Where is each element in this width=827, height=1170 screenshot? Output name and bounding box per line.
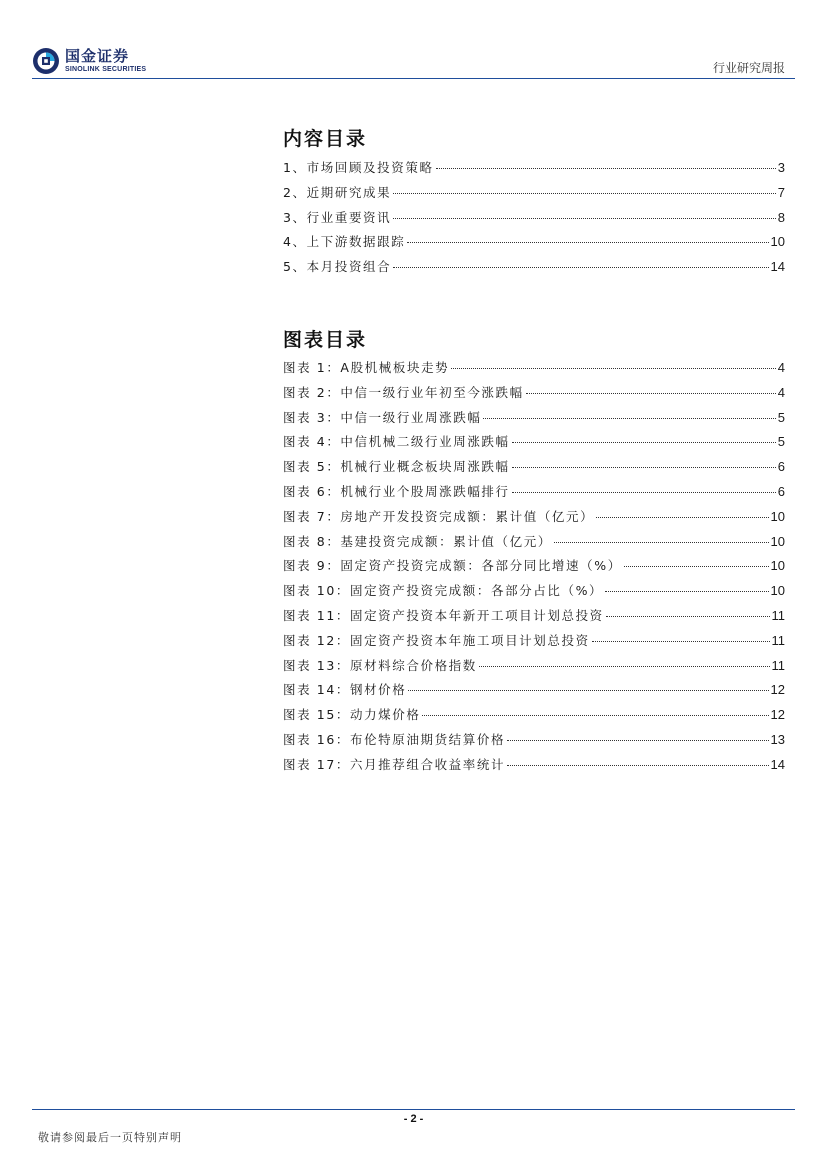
logo-chinese-name: 国金证券: [65, 47, 130, 65]
figure-entry-page: 5: [777, 434, 785, 450]
figure-entry-label: 图表 16：布伦特原油期货结算价格: [283, 731, 506, 747]
leader-dots: [407, 242, 768, 243]
figure-entry-label: 图表 4：中信机械二级行业周涨跌幅: [283, 434, 510, 450]
figure-entry-page: 4: [777, 360, 785, 375]
figure-entry-page: 10: [770, 558, 785, 574]
toc-entry-page: 14: [770, 259, 785, 275]
figure-entry-page: 10: [770, 508, 785, 524]
leader-dots: [526, 393, 776, 394]
figure-entry[interactable]: [283, 356, 785, 381]
leader-dots: [451, 368, 775, 369]
figure-entry-label: 图表 8：基建投资完成额：累计值（亿元）: [283, 533, 552, 549]
figure-entry-label: 图表 9：固定资产投资完成额：各部分同比增速（%）: [283, 558, 622, 574]
toc-entry-page: 10: [770, 234, 785, 250]
figure-entry[interactable]: [283, 703, 785, 728]
figure-entry[interactable]: [283, 530, 785, 555]
leader-dots: [606, 616, 770, 617]
company-logo: [32, 47, 150, 77]
leader-dots: [436, 168, 776, 169]
figure-entry-label: 图表 7：房地产开发投资完成额：累计值（亿元）: [283, 508, 595, 524]
figure-entry-page: 6: [777, 459, 785, 475]
leader-dots: [479, 666, 770, 667]
leader-dots: [512, 467, 776, 468]
toc-entry[interactable]: [283, 181, 785, 206]
figures-list: [283, 356, 785, 778]
leader-dots: [408, 690, 768, 691]
disclaimer-note: 敬请参阅最后一页特别声明: [38, 1131, 182, 1144]
figure-entry-page: 4: [777, 384, 785, 400]
leader-dots: [512, 442, 776, 443]
figure-entry-page: 14: [770, 756, 785, 772]
figure-entry[interactable]: [283, 554, 785, 579]
figure-entry[interactable]: [283, 505, 785, 530]
figure-entry[interactable]: [283, 406, 785, 431]
figure-entry[interactable]: [283, 654, 785, 679]
figure-entry-label: 图表 11：固定资产投资本年新开工项目计划总投资: [283, 607, 604, 623]
leader-dots: [624, 566, 769, 567]
toc-entry[interactable]: [283, 156, 785, 181]
toc-entry-label: 2、近期研究成果: [283, 184, 392, 200]
figure-entry-page: 12: [770, 682, 785, 698]
toc-entry-page: 8: [777, 209, 785, 225]
figure-entry-page: 10: [770, 533, 785, 549]
toc-entry[interactable]: [283, 255, 785, 280]
figure-entry-page: 11: [771, 632, 785, 648]
leader-dots: [393, 267, 768, 268]
toc-entry-page: 3: [777, 160, 785, 175]
figure-entry-label: 图表 5：机械行业概念板块周涨跌幅: [283, 459, 510, 475]
figure-entry[interactable]: [283, 430, 785, 455]
contents-title: 内容目录: [283, 128, 368, 150]
toc-entry-label: 1、市场回顾及投资策略: [283, 160, 434, 175]
report-type: 行业研究周报: [712, 61, 785, 75]
figure-entry[interactable]: [283, 579, 785, 604]
leader-dots: [422, 715, 768, 716]
figure-entry-label: 图表 12：固定资产投资本年施工项目计划总投资: [283, 632, 590, 648]
figure-entry-page: 11: [771, 657, 785, 673]
toc-entry[interactable]: [283, 206, 785, 231]
toc-entry-label: 3、行业重要资讯: [283, 209, 392, 225]
figures-section: [283, 327, 785, 778]
sinolink-logo-icon: [32, 47, 60, 75]
figure-entry[interactable]: [283, 381, 785, 406]
leader-dots: [554, 542, 769, 543]
leader-dots: [507, 765, 768, 766]
leader-dots: [393, 218, 776, 219]
leader-dots: [512, 492, 776, 493]
figure-entry[interactable]: [283, 728, 785, 753]
figure-entry-page: 5: [777, 409, 785, 425]
contents-section: [283, 126, 785, 280]
figure-entry-label: 图表 1：A股机械板块走势: [283, 360, 450, 375]
figure-entry-page: 10: [770, 583, 785, 599]
figure-entry[interactable]: [283, 455, 785, 480]
leader-dots: [483, 418, 775, 419]
figure-entry[interactable]: [283, 678, 785, 703]
figure-entry-label: 图表 2：中信一级行业年初至今涨跌幅: [283, 384, 524, 400]
figure-entry-label: 图表 14：钢材价格: [283, 682, 407, 698]
figure-entry-label: 图表 17：六月推荐组合收益率统计: [283, 756, 506, 772]
figure-entry-page: 11: [771, 607, 785, 623]
toc-entry-page: 7: [777, 184, 785, 200]
figure-entry-label: 图表 13：原材料综合价格指数: [283, 657, 477, 673]
figure-entry-label: 图表 3：中信一级行业周涨跌幅: [283, 409, 482, 425]
leader-dots: [592, 641, 770, 642]
toc-entry[interactable]: [283, 230, 785, 255]
leader-dots: [605, 591, 768, 592]
figure-entry-label: 图表 10：固定资产投资完成额：各部分占比（%）: [283, 583, 604, 599]
figure-entry-page: 13: [770, 731, 785, 747]
figure-entry-label: 图表 15：动力煤价格: [283, 707, 421, 723]
figure-entry[interactable]: [283, 753, 785, 778]
leader-dots: [596, 517, 768, 518]
toc-entry-label: 5、本月投资组合: [283, 259, 392, 275]
leader-dots: [393, 193, 776, 194]
figure-entry-page: 6: [777, 483, 785, 499]
figure-entry[interactable]: [283, 629, 785, 654]
figure-entry[interactable]: [283, 480, 785, 505]
figure-entry[interactable]: [283, 604, 785, 629]
leader-dots: [507, 740, 768, 741]
toc-entry-label: 4、上下游数据跟踪: [283, 234, 406, 250]
contents-list: [283, 156, 785, 280]
footer-divider: [32, 1109, 795, 1110]
logo-english-name: SINOLINK SECURITIES: [65, 66, 147, 73]
page-number: - 2 -: [403, 1113, 424, 1125]
figure-entry-page: 12: [770, 707, 785, 723]
page-header: [0, 0, 827, 82]
figures-title: 图表目录: [283, 329, 368, 351]
header-divider: [32, 78, 795, 79]
figure-entry-label: 图表 6：机械行业个股周涨跌幅排行: [283, 483, 510, 499]
